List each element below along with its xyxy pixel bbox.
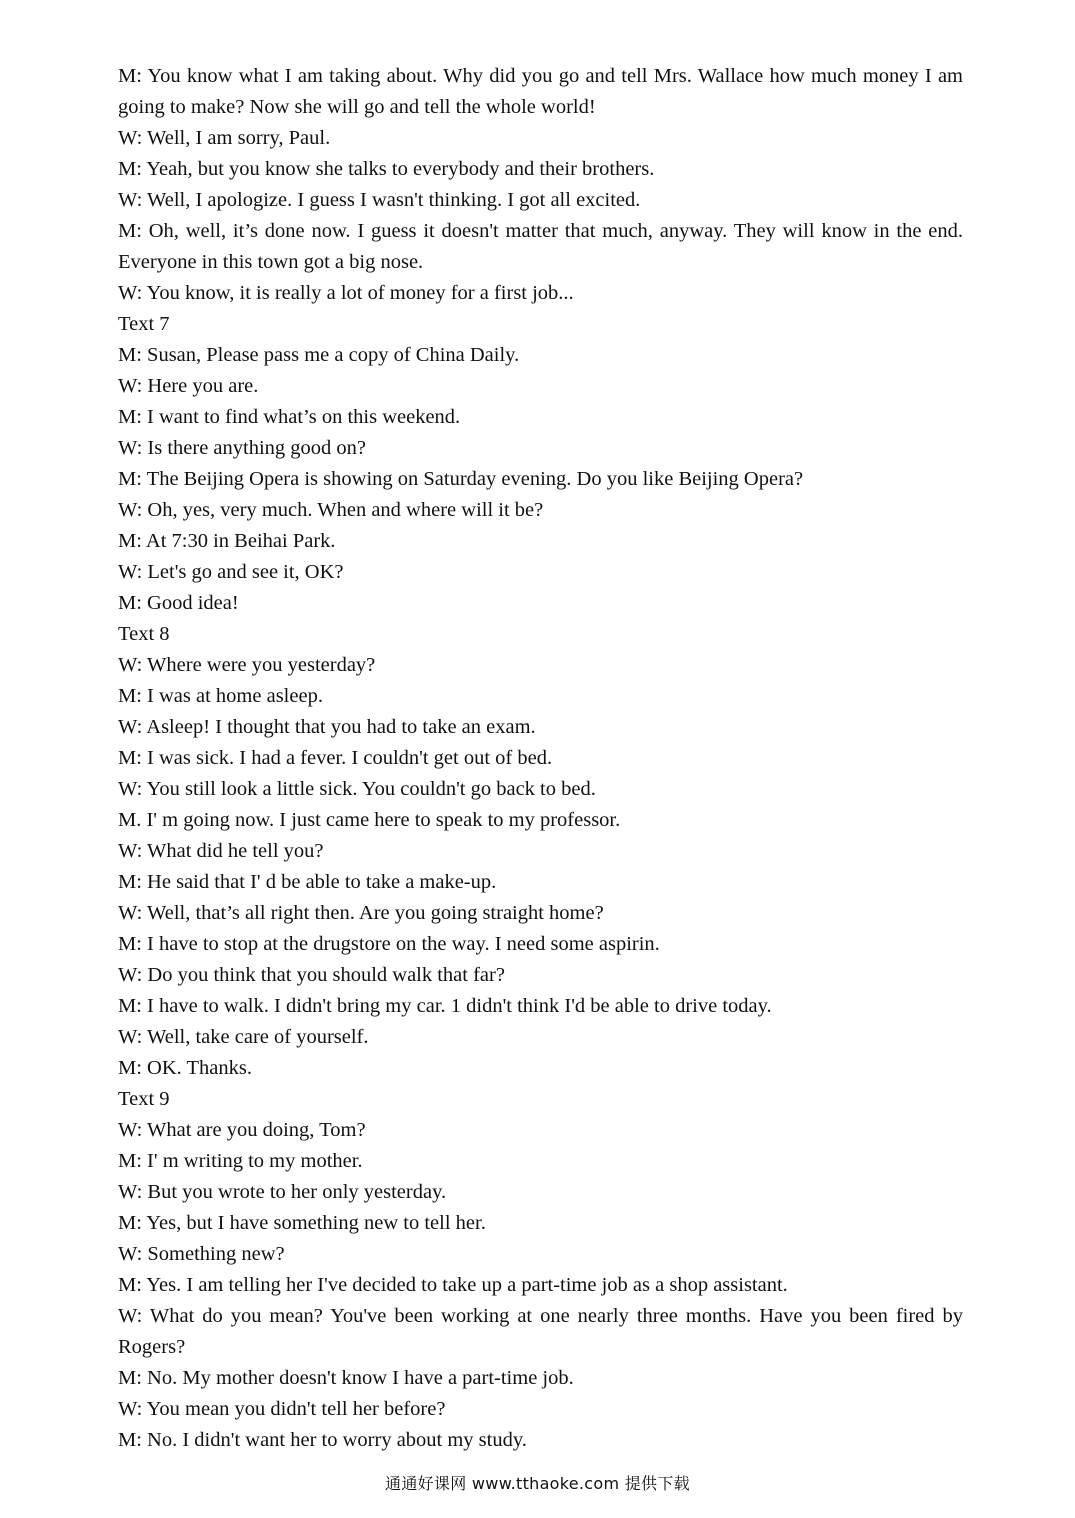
transcript-line: M: I was sick. I had a fever. I couldn't get out of bed. xyxy=(118,747,553,769)
transcript-line: W: You mean you didn't tell her before? xyxy=(118,1398,446,1420)
transcript-line: M: Yes. I am telling her I've decided to take up a part-time job as a shop assistant. xyxy=(118,1274,788,1296)
transcript-line: W: Oh, yes, very much. When and where will it be? xyxy=(118,499,544,521)
transcript-line: M: You know what I am taking about. Why did you go and tell Mrs. Wallace how much money I am going to make? Now she will go and tell the whole world! xyxy=(118,65,963,118)
section-heading-text-8: Text 8 xyxy=(118,623,170,645)
transcript-line: W: Asleep! I thought that you had to take an exam. xyxy=(118,716,536,738)
transcript-line: W: Here you are. xyxy=(118,375,259,397)
transcript-body xyxy=(118,61,963,1456)
transcript-line: W: You still look a little sick. You couldn't go back to bed. xyxy=(118,778,596,800)
transcript-line: W: What do you mean? You've been working at one nearly three months. Have you been fired by Rogers? xyxy=(118,1305,963,1358)
transcript-line: W: Let's go and see it, OK? xyxy=(118,561,344,583)
transcript-line: W: You know, it is really a lot of money for a first job... xyxy=(118,282,574,304)
transcript-line: M: The Beijing Opera is showing on Saturday evening. Do you like Beijing Opera? xyxy=(118,468,804,490)
transcript-line: W: Is there anything good on? xyxy=(118,437,367,459)
transcript-line: W: Something new? xyxy=(118,1243,285,1265)
transcript-line: W: But you wrote to her only yesterday. xyxy=(118,1181,447,1203)
transcript-line: M: I have to walk. I didn't bring my car. 1 didn't think I'd be able to drive today. xyxy=(118,995,772,1017)
transcript-line: W: What are you doing, Tom? xyxy=(118,1119,366,1141)
transcript-line: M: I' m writing to my mother. xyxy=(118,1150,363,1172)
transcript-line: M: I was at home asleep. xyxy=(118,685,323,707)
transcript-line: M: Susan, Please pass me a copy of China Daily. xyxy=(118,344,520,366)
transcript-line: M: Good idea! xyxy=(118,592,239,614)
transcript-line: M: He said that I' d be able to take a make-up. xyxy=(118,871,497,893)
transcript-line: W: Well, I apologize. I guess I wasn't thinking. I got all excited. xyxy=(118,189,641,211)
section-heading-text-7: Text 7 xyxy=(118,313,170,335)
transcript-line: W: Well, that’s all right then. Are you going straight home? xyxy=(118,902,604,924)
transcript-line: W: Well, I am sorry, Paul. xyxy=(118,127,331,149)
transcript-line: M: At 7:30 in Beihai Park. xyxy=(118,530,336,552)
transcript-line: M: I have to stop at the drugstore on the way. I need some aspirin. xyxy=(118,933,660,955)
transcript-line: M: Yes, but I have something new to tell her. xyxy=(118,1212,486,1234)
transcript-line: W: What did he tell you? xyxy=(118,840,324,862)
page-footer: 通通好课网 www.tthaoke.com 提供下载 xyxy=(385,1474,690,1493)
transcript-line: W: Where were you yesterday? xyxy=(118,654,376,676)
transcript-line: M: Oh, well, it’s done now. I guess it doesn't matter that much, anyway. They will know in the end. Everyone in this town got a big nose. xyxy=(118,220,963,273)
transcript-line: M: No. My mother doesn't know I have a part-time job. xyxy=(118,1367,574,1389)
transcript-line: M: I want to find what’s on this weekend. xyxy=(118,406,461,428)
transcript-line: M: No. I didn't want her to worry about my study. xyxy=(118,1429,527,1451)
transcript-line: W: Well, take care of yourself. xyxy=(118,1026,369,1048)
transcript-line: M: Yeah, but you know she talks to everybody and their brothers. xyxy=(118,158,655,180)
transcript-line: W: Do you think that you should walk that far? xyxy=(118,964,505,986)
transcript-line: M. I' m going now. I just came here to speak to my professor. xyxy=(118,809,621,831)
transcript-line: M: OK. Thanks. xyxy=(118,1057,253,1079)
section-heading-text-9: Text 9 xyxy=(118,1088,170,1110)
